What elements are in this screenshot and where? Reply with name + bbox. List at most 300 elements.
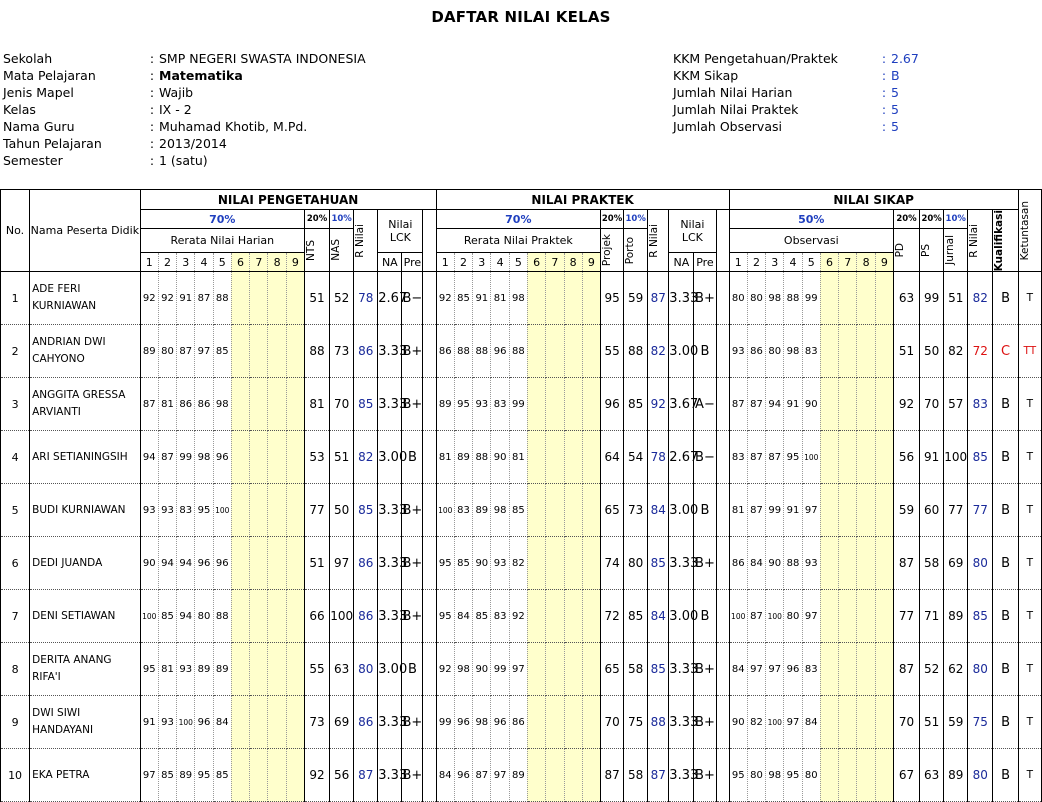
cell-nts: 88 [304, 325, 329, 378]
cell-praktek: 84 [436, 749, 454, 802]
class-info-right [673, 50, 919, 135]
harian-col-8: 8 [268, 253, 286, 272]
info-right-label: KKM Pengetahuan/Praktek [673, 51, 838, 66]
cell-p-spacer [423, 537, 436, 590]
cell-harian: 96 [213, 431, 231, 484]
cell-ketuntasan: TT [1018, 325, 1041, 378]
cell-kualifikasi: B [993, 590, 1018, 643]
cell-s-rnilai: 80 [968, 537, 993, 590]
cell-jurnal: 69 [944, 537, 968, 590]
cell-p-spacer [423, 749, 436, 802]
cell-praktek: 92 [509, 590, 527, 643]
cell-praktek [582, 643, 600, 696]
cell-no: 8 [1, 643, 30, 696]
cell-praktek: 96 [454, 749, 472, 802]
cell-p-spacer [423, 484, 436, 537]
cell-observasi: 91 [784, 484, 802, 537]
cell-porto: 58 [624, 749, 648, 802]
cell-harian: 91 [177, 272, 195, 325]
cell-harian: 95 [140, 643, 158, 696]
praktek-col-3: 3 [473, 253, 491, 272]
cell-no: 1 [1, 272, 30, 325]
cell-p-spacer [423, 643, 436, 696]
cell-observasi [839, 325, 857, 378]
cell-praktek [582, 272, 600, 325]
cell-harian: 92 [158, 272, 176, 325]
cell-k-spacer [716, 431, 729, 484]
header-rerata-praktek: Rerata Nilai Praktek [436, 229, 600, 253]
cell-harian [231, 643, 249, 696]
cell-k-na: 3.33 [669, 749, 694, 802]
cell-observasi: 97 [802, 484, 820, 537]
cell-projek: 64 [601, 431, 624, 484]
cell-harian [268, 325, 286, 378]
cell-p-pre: B [402, 431, 423, 484]
cell-observasi: 88 [784, 537, 802, 590]
cell-harian [286, 590, 304, 643]
cell-p-pre: B+ [402, 484, 423, 537]
cell-harian: 100 [140, 590, 158, 643]
cell-name: ARI SETIANINGSIH [30, 431, 140, 484]
header-ketuntasan: Ketuntasan [1018, 190, 1041, 272]
cell-observasi: 80 [747, 749, 765, 802]
cell-kualifikasi: B [993, 696, 1018, 749]
cell-observasi [875, 431, 893, 484]
cell-ps: 60 [920, 484, 944, 537]
cell-p-na: 3.33 [378, 590, 402, 643]
cell-no: 6 [1, 537, 30, 590]
cell-nts: 66 [304, 590, 329, 643]
cell-harian [250, 590, 268, 643]
cell-s-rnilai: 80 [968, 643, 993, 696]
cell-harian: 94 [158, 537, 176, 590]
cell-p-na: 3.33 [378, 325, 402, 378]
cell-jurnal: 51 [944, 272, 968, 325]
cell-praktek [582, 537, 600, 590]
cell-projek: 72 [601, 590, 624, 643]
cell-observasi: 100 [729, 590, 747, 643]
cell-observasi: 83 [802, 643, 820, 696]
cell-observasi [839, 643, 857, 696]
header-pengetahuan: NILAI PENGETAHUAN [140, 190, 436, 210]
cell-nts: 55 [304, 643, 329, 696]
cell-observasi [820, 378, 838, 431]
cell-observasi: 87 [766, 431, 784, 484]
cell-harian [231, 378, 249, 431]
cell-praktek: 83 [491, 378, 509, 431]
cell-p-rnilai: 86 [354, 537, 378, 590]
cell-projek: 96 [601, 378, 624, 431]
cell-s-rnilai: 85 [968, 590, 993, 643]
cell-harian [250, 431, 268, 484]
praktek-col-6: 6 [527, 253, 545, 272]
cell-ketuntasan: T [1018, 749, 1041, 802]
cell-praktek: 98 [491, 484, 509, 537]
cell-praktek: 88 [509, 325, 527, 378]
cell-jurnal: 59 [944, 696, 968, 749]
cell-k-spacer [716, 696, 729, 749]
cell-praktek [527, 378, 545, 431]
cell-p-rnilai: 80 [354, 643, 378, 696]
cell-observasi [875, 537, 893, 590]
info-right-separator: : [881, 85, 887, 100]
cell-praktek: 98 [473, 696, 491, 749]
cell-jurnal: 82 [944, 325, 968, 378]
info-right-value: 5 [891, 102, 899, 117]
cell-harian [250, 325, 268, 378]
cell-harian: 93 [177, 643, 195, 696]
cell-harian: 95 [195, 484, 213, 537]
cell-porto: 88 [624, 325, 648, 378]
header-no: No. [1, 190, 30, 272]
cell-ps: 51 [920, 696, 944, 749]
cell-observasi: 81 [729, 484, 747, 537]
table-row [1, 590, 1042, 643]
cell-observasi [839, 431, 857, 484]
cell-praktek: 90 [491, 431, 509, 484]
cell-k-rnilai: 87 [648, 749, 669, 802]
info-left-row [3, 84, 366, 101]
header-ps: PS [920, 229, 944, 272]
info-right-separator: : [881, 51, 887, 66]
table-row [1, 749, 1042, 802]
cell-observasi [875, 378, 893, 431]
cell-harian [231, 749, 249, 802]
cell-k-na: 3.00 [669, 590, 694, 643]
cell-observasi: 97 [802, 590, 820, 643]
header-s-rnilai: R Nilai [968, 210, 993, 272]
cell-k-rnilai: 92 [648, 378, 669, 431]
cell-k-spacer [716, 643, 729, 696]
nas-weight: 10% [330, 210, 354, 229]
cell-name: ANGGITA GRESSA ARVIANTI [30, 378, 140, 431]
cell-praktek: 93 [473, 378, 491, 431]
cell-name: ADE FERI KURNIAWAN [30, 272, 140, 325]
cell-no: 10 [1, 749, 30, 802]
cell-observasi: 96 [784, 643, 802, 696]
praktek-col-9: 9 [582, 253, 600, 272]
table-row [1, 431, 1042, 484]
cell-observasi: 83 [802, 325, 820, 378]
cell-nas: 52 [330, 272, 354, 325]
cell-praktek: 99 [436, 696, 454, 749]
cell-harian [231, 272, 249, 325]
cell-observasi [857, 590, 875, 643]
info-right-value: 5 [891, 85, 899, 100]
cell-harian [231, 325, 249, 378]
table-row [1, 325, 1042, 378]
praktek-col-7: 7 [546, 253, 564, 272]
pd-weight: 20% [893, 210, 919, 229]
cell-praktek: 99 [491, 643, 509, 696]
cell-harian [231, 484, 249, 537]
cell-observasi: 80 [729, 272, 747, 325]
cell-harian: 87 [177, 325, 195, 378]
cell-observasi: 80 [747, 272, 765, 325]
cell-k-pre: B+ [694, 272, 716, 325]
cell-harian: 91 [140, 696, 158, 749]
cell-observasi [875, 643, 893, 696]
cell-observasi [857, 643, 875, 696]
cell-praktek: 82 [509, 537, 527, 590]
cell-praktek [564, 378, 582, 431]
info-left-value: Matematika [159, 68, 243, 83]
cell-praktek: 84 [454, 590, 472, 643]
info-left-row [3, 67, 366, 84]
cell-p-rnilai: 86 [354, 590, 378, 643]
cell-observasi: 87 [747, 590, 765, 643]
cell-harian: 85 [213, 749, 231, 802]
cell-harian: 98 [213, 378, 231, 431]
harian-col-9: 9 [286, 253, 304, 272]
cell-ketuntasan: T [1018, 378, 1041, 431]
cell-jurnal: 62 [944, 643, 968, 696]
cell-observasi: 80 [784, 590, 802, 643]
cell-p-pre: B+ [402, 590, 423, 643]
cell-observasi: 90 [729, 696, 747, 749]
cell-harian: 81 [158, 378, 176, 431]
cell-kualifikasi: C [993, 325, 1018, 378]
cell-harian: 89 [140, 325, 158, 378]
cell-harian [250, 484, 268, 537]
cell-harian: 80 [158, 325, 176, 378]
cell-observasi: 98 [766, 272, 784, 325]
cell-porto: 58 [624, 643, 648, 696]
header-rerata-harian: Rerata Nilai Harian [140, 229, 304, 253]
cell-p-na: 3.00 [378, 431, 402, 484]
cell-harian [286, 749, 304, 802]
info-left-row [3, 50, 366, 67]
header-jurnal: Jurnal [944, 229, 968, 272]
cell-name: DENI SETIAWAN [30, 590, 140, 643]
cell-observasi: 100 [766, 590, 784, 643]
cell-k-spacer [716, 590, 729, 643]
cell-observasi [820, 537, 838, 590]
cell-k-pre: B [694, 325, 716, 378]
info-right-row [673, 67, 919, 84]
info-left-separator: : [149, 85, 155, 100]
cell-observasi [857, 749, 875, 802]
cell-praktek: 85 [473, 590, 491, 643]
cell-praktek [527, 643, 545, 696]
cell-pd: 87 [893, 643, 919, 696]
cell-observasi: 80 [766, 325, 784, 378]
cell-praktek: 99 [509, 378, 527, 431]
cell-name: DEDI JUANDA [30, 537, 140, 590]
cell-praktek: 92 [436, 643, 454, 696]
observasi-col-9: 9 [875, 253, 893, 272]
praktek-col-8: 8 [564, 253, 582, 272]
cell-observasi [875, 325, 893, 378]
cell-praktek: 93 [491, 537, 509, 590]
cell-ps: 70 [920, 378, 944, 431]
class-info-left [3, 50, 366, 169]
cell-ketuntasan: T [1018, 272, 1041, 325]
cell-observasi [820, 431, 838, 484]
cell-praktek: 85 [509, 484, 527, 537]
cell-observasi: 87 [747, 378, 765, 431]
cell-harian: 85 [158, 749, 176, 802]
cell-harian: 90 [140, 537, 158, 590]
cell-praktek: 85 [454, 537, 472, 590]
cell-praktek [527, 537, 545, 590]
cell-k-pre: A− [694, 378, 716, 431]
cell-praktek: 95 [436, 590, 454, 643]
cell-k-na: 3.67 [669, 378, 694, 431]
cell-nas: 51 [330, 431, 354, 484]
cell-praktek [527, 590, 545, 643]
cell-praktek: 81 [491, 272, 509, 325]
observasi-col-5: 5 [802, 253, 820, 272]
porto-weight: 10% [624, 210, 648, 229]
cell-observasi [875, 590, 893, 643]
header-sikap: NILAI SIKAP [729, 190, 1018, 210]
cell-praktek: 97 [509, 643, 527, 696]
cell-praktek: 95 [454, 378, 472, 431]
cell-harian: 98 [195, 431, 213, 484]
cell-name: DERITA ANANG RIFA'I [30, 643, 140, 696]
info-right-value: 2.67 [891, 51, 919, 66]
cell-praktek [564, 590, 582, 643]
cell-harian [286, 431, 304, 484]
cell-no: 5 [1, 484, 30, 537]
cell-nts: 51 [304, 272, 329, 325]
table-row [1, 537, 1042, 590]
observasi-col-8: 8 [857, 253, 875, 272]
jurnal-weight: 10% [944, 210, 968, 229]
info-left-separator: : [149, 68, 155, 83]
table-row [1, 378, 1042, 431]
cell-harian: 100 [177, 696, 195, 749]
cell-name: DWI SIWI HANDAYANI [30, 696, 140, 749]
cell-k-rnilai: 87 [648, 272, 669, 325]
cell-observasi: 90 [766, 537, 784, 590]
info-right-row [673, 50, 919, 67]
cell-kualifikasi: B [993, 749, 1018, 802]
cell-s-rnilai: 85 [968, 431, 993, 484]
cell-observasi [839, 590, 857, 643]
cell-observasi: 83 [729, 431, 747, 484]
info-left-label: Semester [3, 153, 63, 168]
cell-praktek [564, 749, 582, 802]
cell-p-na: 3.33 [378, 696, 402, 749]
cell-praktek [564, 431, 582, 484]
cell-pd: 63 [893, 272, 919, 325]
cell-harian [268, 696, 286, 749]
cell-name: ANDRIAN DWI CAHYONO [30, 325, 140, 378]
cell-ketuntasan: T [1018, 590, 1041, 643]
cell-praktek [546, 484, 564, 537]
header-p-pre: Pre [402, 253, 423, 272]
cell-ketuntasan: T [1018, 696, 1041, 749]
cell-p-pre: B+ [402, 749, 423, 802]
cell-praktek: 83 [491, 590, 509, 643]
header-k-rnilai: R Nilai [648, 210, 669, 272]
cell-observasi: 80 [802, 749, 820, 802]
info-left-value: 1 (satu) [159, 153, 208, 168]
cell-porto: 73 [624, 484, 648, 537]
grade-table [0, 189, 1042, 802]
cell-praktek: 89 [436, 378, 454, 431]
table-row [1, 272, 1042, 325]
cell-k-rnilai: 84 [648, 484, 669, 537]
cell-harian [250, 696, 268, 749]
cell-pd: 70 [893, 696, 919, 749]
cell-observasi [857, 378, 875, 431]
cell-observasi: 98 [766, 749, 784, 802]
header-p-rnilai: R Nilai [354, 210, 378, 272]
cell-kualifikasi: B [993, 272, 1018, 325]
info-left-label: Jenis Mapel [3, 85, 74, 100]
header-praktek: NILAI PRAKTEK [436, 190, 729, 210]
cell-p-rnilai: 85 [354, 484, 378, 537]
cell-harian: 85 [158, 590, 176, 643]
cell-harian [268, 272, 286, 325]
cell-kualifikasi: B [993, 431, 1018, 484]
cell-nas: 73 [330, 325, 354, 378]
cell-harian [286, 378, 304, 431]
cell-k-pre: B [694, 590, 716, 643]
cell-k-na: 3.33 [669, 643, 694, 696]
cell-ps: 58 [920, 537, 944, 590]
cell-observasi: 97 [766, 643, 784, 696]
cell-p-rnilai: 86 [354, 325, 378, 378]
cell-praktek [564, 537, 582, 590]
praktek-col-4: 4 [491, 253, 509, 272]
info-left-value: IX - 2 [159, 102, 192, 117]
cell-observasi [875, 484, 893, 537]
cell-nts: 92 [304, 749, 329, 802]
cell-praktek [546, 590, 564, 643]
cell-projek: 87 [601, 749, 624, 802]
info-right-separator: : [881, 119, 887, 134]
observasi-col-6: 6 [820, 253, 838, 272]
info-right-value: 5 [891, 119, 899, 134]
cell-harian: 96 [195, 696, 213, 749]
cell-praktek: 89 [454, 431, 472, 484]
cell-praktek [546, 537, 564, 590]
info-right-separator: : [881, 102, 887, 117]
cell-observasi: 90 [802, 378, 820, 431]
header-observasi: Observasi [729, 229, 893, 253]
cell-p-na: 2.67 [378, 272, 402, 325]
cell-harian: 94 [177, 537, 195, 590]
cell-ps: 50 [920, 325, 944, 378]
cell-p-rnilai: 86 [354, 696, 378, 749]
cell-praktek [546, 272, 564, 325]
ps-weight: 20% [920, 210, 944, 229]
info-left-separator: : [149, 102, 155, 117]
cell-ps: 52 [920, 643, 944, 696]
cell-harian [250, 643, 268, 696]
cell-porto: 59 [624, 272, 648, 325]
cell-nas: 56 [330, 749, 354, 802]
cell-harian [286, 643, 304, 696]
cell-harian [231, 590, 249, 643]
cell-harian: 92 [140, 272, 158, 325]
cell-ketuntasan: T [1018, 484, 1041, 537]
header-projek: Projek [601, 229, 624, 272]
cell-harian: 96 [195, 537, 213, 590]
cell-praktek: 89 [509, 749, 527, 802]
cell-p-pre: B [402, 643, 423, 696]
info-right-label: Jumlah Observasi [673, 119, 782, 134]
cell-harian: 88 [213, 590, 231, 643]
info-right-value: B [891, 68, 900, 83]
cell-observasi: 100 [802, 431, 820, 484]
cell-harian [286, 484, 304, 537]
info-left-separator: : [149, 51, 155, 66]
